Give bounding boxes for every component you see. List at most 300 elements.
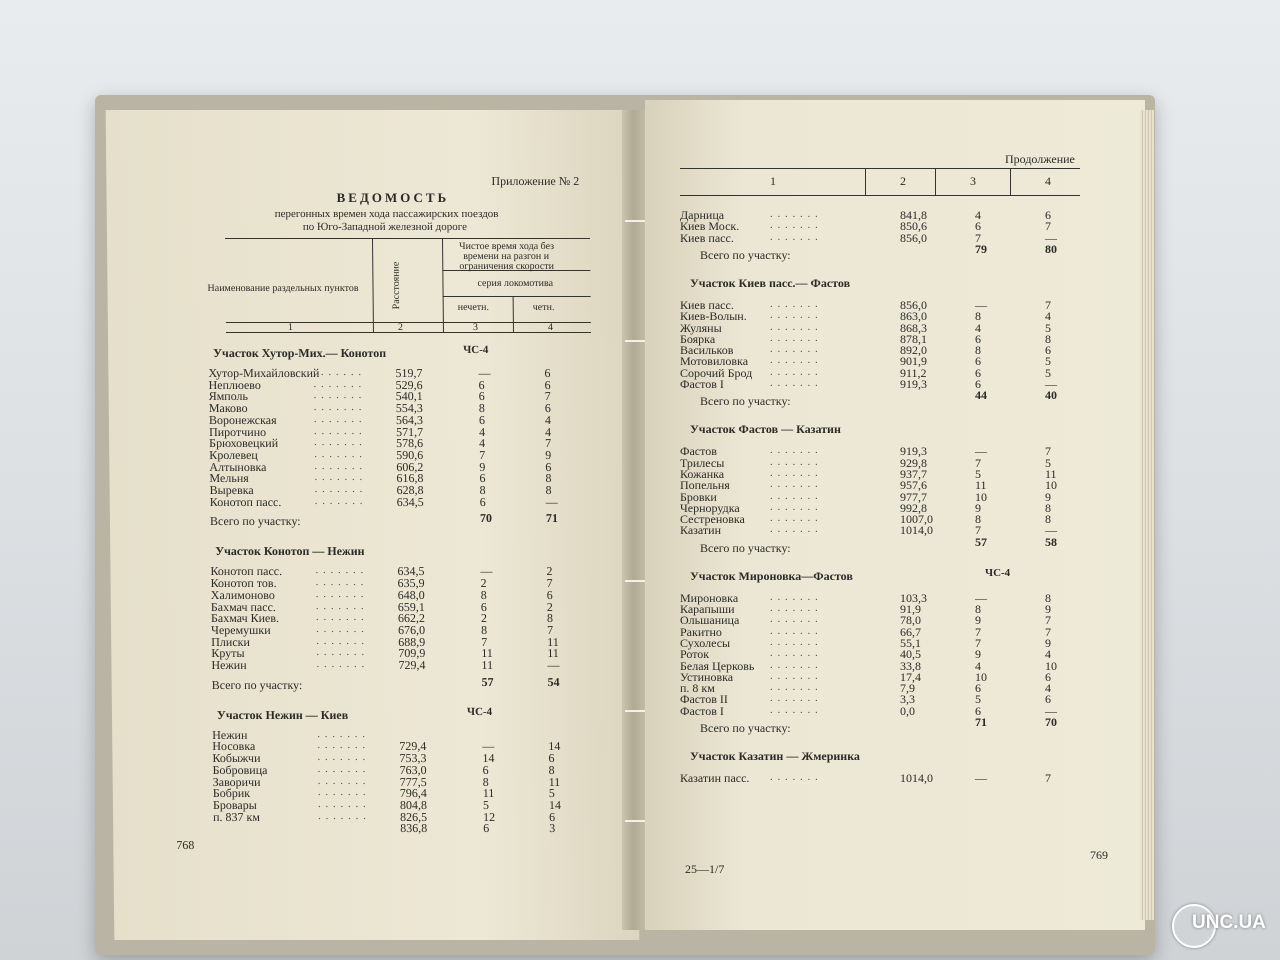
col-divider-2: [442, 238, 444, 332]
leader-dots: . . . . . . .: [316, 622, 365, 635]
even-time-value: —: [1045, 523, 1057, 538]
distance-value: 850,6: [900, 219, 927, 234]
even-time-value: 7: [1045, 771, 1051, 785]
section-total-odd: 71: [975, 715, 987, 729]
section-title: Участок Нежин — Киев: [216, 707, 349, 722]
distance-value: 662,2: [397, 611, 426, 626]
station-name: Фастов: [680, 444, 717, 459]
even-time-value: 14: [548, 797, 562, 812]
distance-value: 729,4: [399, 739, 427, 754]
odd-time-value: —: [975, 771, 987, 785]
even-time-value: 14: [548, 739, 561, 754]
leader-dots: . . . . . . .: [316, 646, 366, 659]
distance-value: 55,1: [900, 635, 921, 650]
station-name: Боярка: [680, 331, 716, 346]
table-header-rule: [226, 322, 591, 323]
odd-time-value: 6: [482, 762, 489, 777]
odd-time-value: 5: [975, 466, 981, 481]
col-distance-header: Расстояние: [390, 261, 403, 310]
section-title: Участок Конотоп — Нежин: [215, 544, 365, 559]
col-name-header: Наименование раздельных пунктов: [207, 283, 359, 294]
distance-value: 992,8: [900, 500, 927, 515]
even-time-value: 8: [545, 471, 552, 486]
odd-time-value: 14: [482, 751, 495, 766]
odd-time-value: 11: [481, 658, 494, 672]
distance-value: 103,3: [900, 590, 927, 605]
station-name: Кобыжчи: [212, 751, 261, 766]
section-total-even: 70: [1045, 715, 1057, 729]
leader-dots: . . . . . . .: [316, 658, 366, 670]
left-page: [106, 110, 640, 940]
col-divider-3: [513, 296, 514, 332]
distance-value: 836,8: [400, 821, 428, 836]
leader-dots: . . . . . . .: [770, 365, 819, 378]
leader-dots: . . . . . . .: [770, 230, 819, 243]
odd-time-value: 6: [479, 494, 486, 509]
station-name: Сорочий Брод: [680, 365, 753, 380]
col-num-1: 1: [287, 322, 293, 333]
even-time-value: —: [1045, 377, 1057, 391]
distance-value: 66,7: [900, 624, 921, 639]
odd-time-value: 8: [975, 343, 981, 358]
section-total-even: 40: [1045, 388, 1057, 403]
station-name: Бобрик: [212, 786, 251, 801]
even-time-value: 8: [545, 483, 552, 497]
odd-time-value: 11: [482, 786, 495, 801]
stitch: [625, 820, 645, 822]
odd-time-value: 5: [482, 797, 490, 812]
even-time-value: 11: [547, 646, 559, 661]
even-time-value: 5: [1045, 354, 1051, 369]
distance-value: 659,1: [397, 599, 425, 614]
section-total-odd: 44: [975, 388, 987, 403]
even-time-value: 6: [1045, 669, 1051, 684]
leader-dots: . . . . . . .: [317, 809, 367, 822]
distance-value: 826,5: [399, 809, 428, 824]
station-name: Фастов I: [680, 703, 724, 718]
odd-time-value: 7: [975, 230, 981, 245]
even-time-value: 4: [544, 424, 552, 439]
leader-dots: . . . . . . .: [770, 320, 819, 333]
leader-dots: . . . . . . .: [770, 681, 819, 694]
station-name: Вырeвка: [209, 483, 254, 497]
leader-dots: . . . . . . .: [313, 366, 363, 378]
document-subtitle-1: перегонных времен хода пассажирских поездов: [274, 208, 499, 220]
section-total-label: Всего по участку:: [211, 677, 303, 692]
even-time-value: 4: [544, 412, 551, 427]
distance-value: 729,4: [398, 658, 426, 672]
leader-dots: . . . . . . .: [314, 483, 364, 495]
odd-time-value: 6: [483, 821, 490, 836]
leader-dots: . . . . . . .: [315, 587, 365, 600]
odd-time-value: 8: [482, 774, 489, 789]
odd-time-value: 6: [478, 377, 485, 392]
odd-time-value: 11: [481, 646, 493, 661]
signature-mark: 25—1/7: [685, 862, 725, 876]
leader-dots: . . . . . . .: [317, 774, 367, 787]
distance-value: 804,8: [399, 797, 428, 812]
odd-time-value: 2: [480, 576, 487, 591]
distance-value: 911,2: [900, 365, 927, 380]
station-name: Носовка: [212, 739, 256, 754]
distance-value: 606,2: [396, 459, 424, 474]
odd-time-value: 4: [975, 320, 981, 335]
odd-time-value: 6: [478, 389, 485, 404]
leader-dots: . . . . . . .: [770, 602, 819, 614]
distance-value: 937,7: [900, 466, 927, 481]
col-num-4: 4: [547, 322, 553, 333]
odd-time-value: —: [482, 739, 495, 754]
odd-time-value: 8: [481, 622, 488, 637]
distance-value: 635,9: [397, 576, 425, 591]
distance-value: 564,3: [395, 412, 423, 427]
right-col-divider-3: [1010, 168, 1011, 195]
even-time-value: 9: [1045, 489, 1051, 504]
section-total-odd: 57: [975, 534, 987, 549]
section-total-label: Всего по участку:: [700, 394, 791, 409]
distance-value: 1014,0: [900, 523, 933, 538]
station-name: Карапыши: [680, 602, 735, 616]
station-name: Сестреновка: [680, 512, 745, 527]
station-name: Халимоново: [210, 587, 275, 602]
station-name: Брюховецкий: [209, 436, 279, 451]
odd-time-value: 8: [975, 512, 981, 527]
col-time-header-1: Чистое время хода без: [459, 241, 555, 252]
col-series-header: серия локомотива: [477, 278, 554, 289]
station-name: Кожанка: [680, 466, 725, 481]
even-time-value: 6: [544, 401, 551, 416]
even-time-value: 6: [545, 459, 552, 474]
distance-value: 977,7: [900, 489, 927, 504]
odd-time-value: —: [975, 297, 987, 312]
even-time-value: 11: [1045, 466, 1057, 481]
right-page: [645, 100, 1145, 930]
even-time-value: —: [547, 658, 560, 672]
even-time-value: 8: [1045, 590, 1051, 605]
section-title: Участок Киев пасс.— Фастов: [690, 275, 851, 290]
distance-value: 17,4: [900, 669, 921, 684]
distance-value: 856,0: [900, 297, 927, 312]
continuation-label: Продолжение: [1005, 152, 1075, 166]
odd-time-value: 12: [482, 809, 496, 824]
distance-value: 863,0: [900, 309, 927, 324]
station-name: Мельня: [209, 471, 249, 486]
station-name: п. 837 км: [212, 809, 260, 824]
distance-value: 796,4: [399, 786, 427, 801]
distance-value: 856,0: [900, 230, 927, 245]
right-col-num-1: 1: [770, 174, 776, 188]
distance-value: 91,9: [900, 602, 921, 616]
distance-value: 709,9: [398, 646, 426, 661]
leader-dots: . . . . . . .: [770, 444, 819, 457]
even-time-value: 8: [1045, 512, 1051, 527]
even-time-value: 2: [546, 564, 553, 579]
table-number-rule: [226, 332, 591, 333]
distance-value: 957,6: [900, 478, 927, 493]
section-total-label: Всего по участку:: [700, 721, 791, 735]
document-title: ВЕДОМОСТЬ: [336, 190, 450, 205]
even-time-value: —: [1045, 703, 1057, 718]
odd-time-value: 8: [480, 587, 487, 602]
station-name: Нежин: [212, 727, 248, 742]
stitch: [625, 340, 645, 342]
stitch: [625, 580, 645, 582]
station-name: Кролевец: [209, 447, 258, 462]
even-time-value: 6: [548, 751, 555, 766]
leader-dots: . . . . . . .: [770, 613, 819, 626]
leader-dots: . . . . . . .: [770, 343, 819, 356]
even-time-value: 7: [1045, 624, 1051, 639]
col-divider-1: [372, 238, 374, 332]
odd-time-value: 5: [975, 692, 981, 707]
leader-dots: . . . . . . .: [770, 219, 819, 232]
station-name: Фастов I: [680, 377, 724, 391]
distance-value: 634,5: [397, 564, 425, 579]
locomotive-series: ЧС-4: [463, 344, 489, 356]
distance-value: 1014,0: [900, 771, 933, 785]
station-name: п. 8 км: [680, 681, 715, 696]
right-col-divider-1: [865, 168, 866, 195]
station-name: Мотовиловка: [680, 354, 749, 369]
odd-time-value: 10: [975, 669, 987, 684]
station-name: Бахмач Киев.: [210, 611, 280, 626]
station-name: Роток: [680, 647, 710, 662]
leader-dots: . . . . . . .: [770, 331, 819, 344]
leader-dots: . . . . . . .: [317, 739, 367, 752]
col-odd-header: нечетн.: [457, 302, 490, 313]
odd-time-value: 7: [975, 624, 981, 639]
distance-value: 841,8: [900, 208, 927, 222]
series-rule-bottom: [443, 296, 591, 297]
distance-value: 40,5: [900, 647, 921, 662]
station-name: Хутор-Михайловский: [208, 366, 320, 380]
odd-time-value: 6: [480, 599, 487, 614]
station-name: Конотоп пасс.: [210, 564, 283, 579]
station-name: Плиски: [211, 634, 250, 649]
section-title: Участок Фастов — Казатин: [690, 422, 841, 437]
even-time-value: 8: [1045, 331, 1051, 346]
even-time-value: 6: [544, 377, 551, 392]
odd-time-value: 10: [975, 489, 987, 504]
leader-dots: . . . . . . .: [770, 647, 819, 660]
even-time-value: 6: [1045, 208, 1051, 222]
leader-dots: . . . . . . .: [315, 576, 365, 589]
odd-time-value: 4: [975, 658, 981, 673]
section-total-label: Всего по участку:: [700, 247, 791, 262]
odd-time-value: 6: [975, 354, 981, 369]
even-time-value: 7: [544, 389, 551, 404]
station-name: Казатин пасс.: [680, 771, 750, 785]
leader-dots: . . . . . . .: [317, 797, 367, 810]
even-time-value: 4: [1045, 309, 1051, 324]
leader-dots: . . . . . . .: [317, 727, 366, 740]
distance-value: 7,9: [900, 681, 915, 696]
leader-dots: . . . . . . .: [770, 208, 819, 220]
even-time-value: 7: [1045, 613, 1051, 628]
leader-dots: . . . . . . .: [770, 478, 819, 491]
station-name: Заворичи: [212, 774, 261, 789]
leader-dots: . . . . . . .: [317, 786, 367, 799]
stitch: [625, 710, 645, 712]
odd-time-value: 4: [478, 424, 486, 439]
even-time-value: 4: [1045, 681, 1051, 696]
section-total-even: 80: [1045, 241, 1057, 256]
col-even-header: четн.: [532, 302, 555, 313]
station-name: Нежин: [211, 658, 247, 672]
even-time-value: 7: [546, 576, 553, 591]
even-time-value: 6: [546, 587, 553, 602]
distance-value: 540,1: [395, 389, 423, 404]
section-total-label: Всего по участку:: [209, 514, 301, 529]
even-time-value: 7: [1045, 297, 1051, 312]
even-time-value: —: [1045, 230, 1057, 245]
leader-dots: . . . . . . .: [317, 762, 367, 775]
odd-time-value: 6: [478, 412, 485, 427]
even-time-value: 7: [1045, 444, 1051, 459]
even-time-value: —: [545, 494, 558, 509]
distance-value: 578,6: [396, 436, 424, 451]
odd-time-value: 6: [479, 471, 486, 486]
even-time-value: 5: [1045, 320, 1051, 335]
distance-value: 616,8: [396, 471, 424, 486]
leader-dots: . . . . . . .: [770, 658, 819, 671]
odd-time-value: 6: [975, 219, 981, 234]
distance-value: 3,3: [900, 692, 915, 707]
odd-time-value: 7: [975, 523, 981, 538]
leader-dots: . . . . . . .: [770, 354, 819, 367]
leader-dots: . . . . . . .: [313, 412, 363, 425]
even-time-value: 8: [546, 611, 554, 626]
leader-dots: . . . . . . .: [313, 401, 363, 414]
distance-value: 590,6: [396, 447, 424, 462]
right-table-header-rule: [680, 195, 1080, 196]
distance-value: 763,0: [399, 762, 427, 777]
col-num-3: 3: [472, 322, 478, 333]
station-name: Мироновка: [680, 590, 739, 605]
station-name: Круты: [211, 646, 245, 661]
leader-dots: . . . . . . .: [314, 436, 363, 449]
odd-time-value: 11: [975, 478, 987, 493]
odd-time-value: 4: [479, 436, 486, 451]
distance-value: 1007,0: [900, 512, 933, 527]
even-time-value: 8: [548, 762, 555, 777]
even-time-value: 8: [1045, 500, 1051, 515]
appendix-label: Приложение № 2: [491, 174, 580, 188]
distance-value: 648,0: [397, 587, 425, 602]
even-time-value: 11: [547, 634, 559, 649]
distance-value: 676,0: [398, 622, 426, 637]
even-time-value: 6: [548, 809, 556, 824]
distance-value: 919,3: [900, 444, 927, 459]
odd-time-value: —: [975, 444, 987, 459]
leader-dots: . . . . . . .: [770, 297, 819, 310]
even-time-value: 5: [1045, 455, 1051, 470]
leader-dots: . . . . . . .: [314, 494, 364, 507]
even-time-value: 6: [1045, 692, 1051, 707]
distance-value: 868,3: [900, 320, 927, 335]
leader-dots: . . . . . . .: [770, 309, 819, 322]
distance-value: 519,7: [395, 366, 423, 380]
leader-dots: . . . . . . .: [315, 599, 365, 612]
document-subtitle-2: по Юго-Западной железной дороге: [302, 221, 467, 233]
distance-value: 628,8: [396, 483, 424, 497]
odd-time-value: 9: [975, 613, 981, 628]
odd-time-value: 4: [975, 208, 981, 222]
distance-value: 529,6: [395, 377, 423, 392]
section-total-even: 54: [547, 674, 560, 689]
leader-dots: . . . . . . .: [770, 669, 819, 682]
station-name: Киев-Волын.: [680, 309, 747, 324]
odd-time-value: —: [975, 590, 987, 605]
section-total-label: Всего по участку:: [700, 540, 791, 555]
even-time-value: 9: [1045, 635, 1051, 650]
section-title: Участок Казатин — Жмеринка: [690, 749, 860, 763]
station-name: Трилесы: [680, 455, 725, 470]
odd-time-value: 2: [480, 611, 488, 626]
distance-value: 78,0: [900, 613, 921, 628]
distance-value: 919,3: [900, 377, 927, 391]
leader-dots: . . . . . . .: [770, 624, 819, 637]
station-name: Конотоп пасс.: [209, 494, 282, 509]
station-name: Черемушки: [211, 622, 271, 637]
distance-value: 892,0: [900, 343, 927, 358]
station-name: Ракитно: [680, 624, 722, 639]
right-col-num-3: 3: [970, 174, 976, 188]
odd-time-value: 7: [479, 447, 486, 462]
leader-dots: . . . . . . .: [315, 611, 365, 624]
section-total-odd: 57: [481, 674, 494, 689]
col-time-header-2: времени на разгон и: [463, 251, 550, 262]
leader-dots: . . . . . . .: [314, 447, 364, 460]
station-name: Казатин: [680, 523, 722, 538]
odd-time-value: —: [480, 564, 493, 579]
watermark-text: UNC.UA: [1192, 912, 1266, 933]
leader-dots: . . . . . . .: [770, 377, 819, 389]
odd-time-value: 7: [975, 635, 981, 650]
station-name: Дарница: [680, 208, 725, 222]
right-col-num-2: 2: [900, 174, 906, 188]
station-name: Белая Церковь: [680, 658, 755, 673]
section-total-even: 58: [1045, 534, 1057, 549]
odd-time-value: 8: [975, 309, 981, 324]
locomotive-series: ЧС-4: [466, 705, 493, 718]
even-time-value: 11: [548, 774, 561, 789]
col-num-2: 2: [397, 322, 403, 333]
odd-time-value: 7: [975, 455, 981, 470]
station-name: Киев пасс.: [680, 230, 734, 245]
even-time-value: 7: [545, 436, 552, 451]
even-time-value: 7: [547, 622, 554, 637]
leader-dots: . . . . . . .: [770, 500, 819, 513]
station-name: Бобровица: [212, 762, 268, 777]
even-time-value: 5: [1045, 365, 1051, 380]
distance-value: 33,8: [900, 658, 921, 673]
right-col-divider-2: [935, 168, 936, 195]
section-total-odd: 70: [479, 511, 493, 526]
distance-value: 878,1: [900, 331, 927, 346]
even-time-value: 9: [545, 447, 552, 462]
leader-dots: . . . . . . .: [313, 377, 363, 390]
leader-dots: . . . . . . .: [315, 564, 365, 577]
station-name: Васильков: [680, 343, 734, 358]
even-time-value: 4: [1045, 647, 1051, 662]
odd-time-value: 9: [975, 647, 981, 662]
even-time-value: 5: [548, 786, 555, 801]
col-time-header-3: ограничения скорости: [459, 261, 555, 272]
odd-time-value: 8: [479, 483, 486, 497]
odd-time-value: 6: [975, 365, 981, 380]
station-name: Устиновка: [680, 669, 734, 684]
